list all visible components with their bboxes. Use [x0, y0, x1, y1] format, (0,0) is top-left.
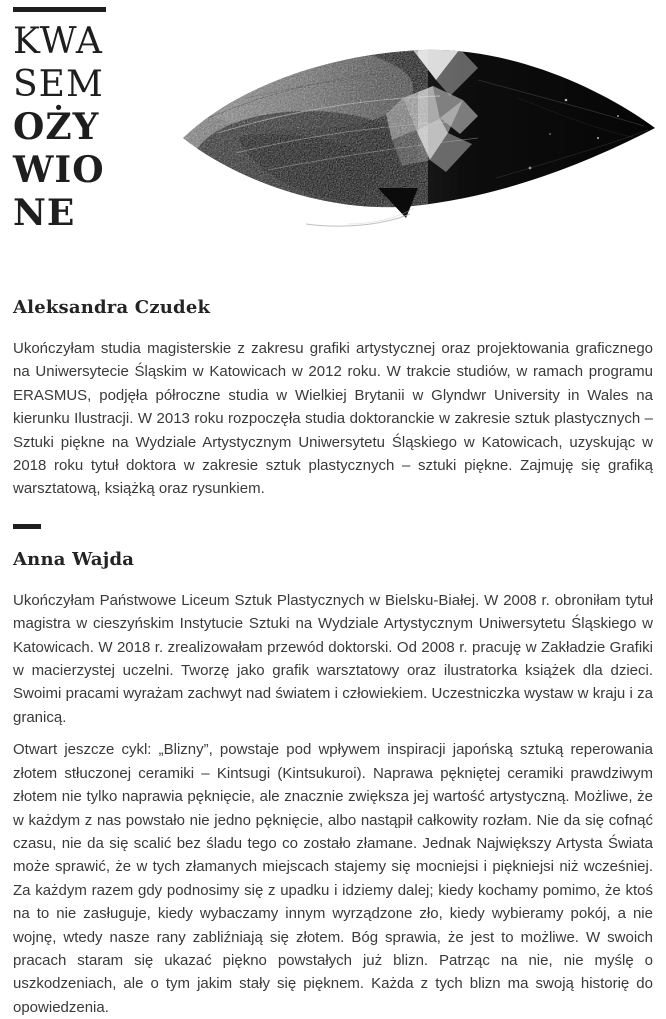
logo-line-3: OŻY: [13, 106, 100, 148]
logo-line-2: SEM: [13, 64, 104, 105]
logo-top-rule: [13, 7, 106, 12]
logo-line-1: KWA: [13, 21, 103, 62]
bio-paragraph-aleksandra: Ukończyłam studia magisterskie z zakresu grafiki artystycznej oraz projektowania graficznego na Uniwersytecie Śląskim w Katowicach w 2012 roku. W trakcie studiów, w ramach programu ERASMUS, podjęła półroczne studia w Wielkiej Brytanii w Glyndwr University in Wales na kierunku Ilustracji. W 2013 roku rozpoczęła studia doktoranckie w zakresie sztuk plastycznych – Sztuki piękne na Wydziale Artystycznym Uniwersytetu Śląskiego w Katowicach, uzyskując w 2018 roku tytuł doktora w zakresie sztuk plastycznych – sztuki piękne. Zajmuję się grafiką warsztatową, książką oraz rysunkiem.: [13, 340, 653, 498]
logo-line-5: NE: [13, 192, 76, 234]
bio-column: [13, 297, 653, 1019]
bio-paragraph-anna-2: Otwart jeszcze cykl: „Blizny”, powstaje pod wpływem inspiracji japońską sztuką reperowania złotem stłuczonej ceramiki – Kintsugi (Kintsukuroi). Naprawa pękniętej ceramiki prawdziwym złotem nie tylko naprawia pęknięcie, ale znacznie zwiększa jej wartość artystyczną. Możliwe, że w każdym z nas powstało nie jedno pęknięcie, albo nastąpił całkowity rozłam. Nie da się cofnąć czasu, nie da się scalić bez śladu tego co zostało złamane. Jednak Największy Artysta Świata może sprawić, że w tych złamanych miejscach stajemy się mocniejsi i piękniejsi niż wcześniej. Za każdym razem gdy podnosimy się z upadku i idziemy dalej; kiedy kochamy pomimo, że ktoś na to nie zasługuje, kiedy wybaczamy innym wyrządzone zło, kiedy wybieramy pokój, a nie wojnę, wtedy nasze rany zabliźniają się złotem. Bóg sprawia, że jest to możliwe. W swoich pracach staram się ukazać piękno powstałych już blizn. Patrząc na nie, nie myślę o uszkodzeniach, ale o tym jakim stały się pięknem. Każda z tych blizn ma swoją historię do opowiedzenia.: [13, 741, 653, 1016]
artwork-image: [178, 38, 656, 233]
author-name-aleksandra-czudek: Aleksandra Czudek: [13, 297, 211, 318]
author-name-anna-wajda: Anna Wajda: [13, 548, 135, 570]
logo-line-4: WIO: [13, 149, 105, 191]
logo-wordmark: [13, 20, 105, 235]
artwork-etching-svg: [178, 38, 656, 233]
section-divider-dash: [13, 524, 41, 529]
bio-paragraph-anna-1: Ukończyłam Państwowe Liceum Sztuk Plastycznych w Bielsku-Białej. W 2008 r. obroniłam tytuł magistra w cieszyńskim Instytucie Sztuki na Wydziale Artystycznym Uniwersytetu Śląskiego w Katowicach. W 2018 r. zrealizowałam przewód doktorski. Od 2008 r. pracuję w Zakładzie Grafiki w macierzystej uczelni. Tworzę jako grafik warsztatowy oraz ilustratorka książek dla dzieci. Swoimi pracami wyrażam zachwyt nad światem i człowiekiem. Uczestniczka wystaw w kraju i za granicą.: [13, 591, 653, 726]
